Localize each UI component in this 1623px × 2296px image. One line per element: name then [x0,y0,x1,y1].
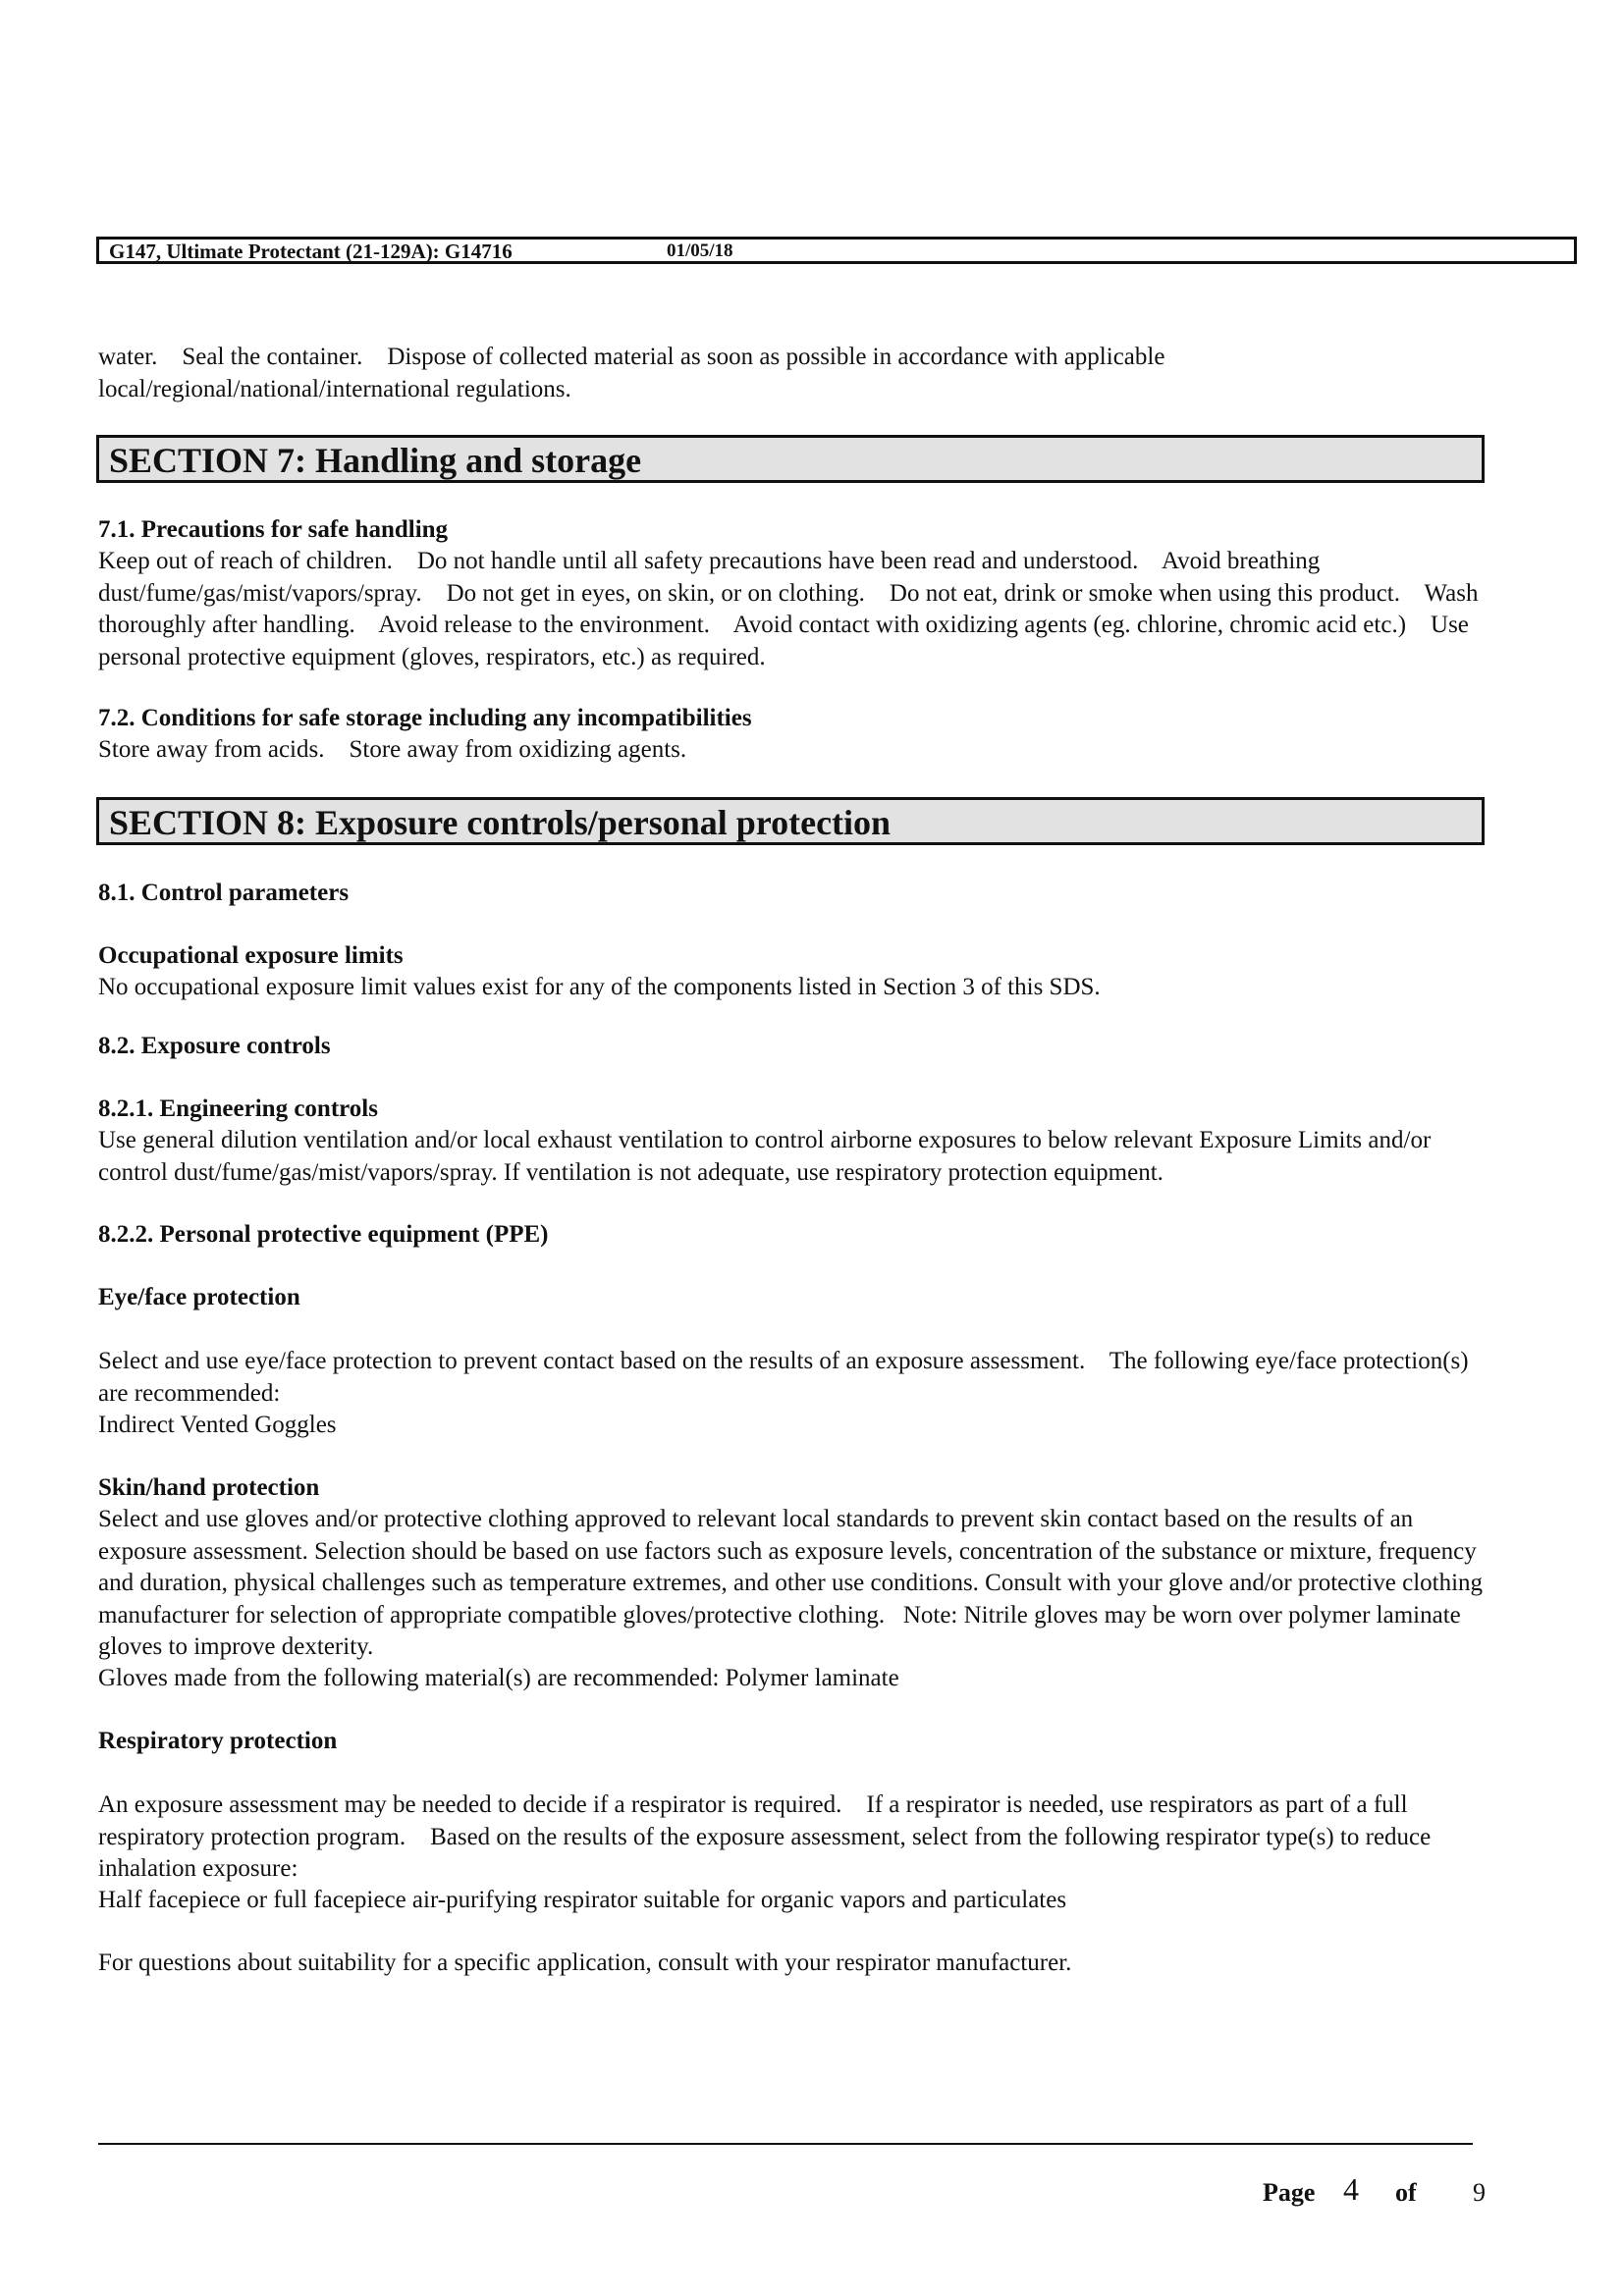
heading-8-2-1: 8.2.1. Engineering controls [98,1095,378,1122]
heading-8-1: 8.1. Control parameters [98,880,350,906]
paragraph-7-2: Store away from acids. Store away from oxidizing agents. [98,736,687,763]
section-7-banner [96,435,1485,483]
continuation-paragraph: water. Seal the container. Dispose of collected material as soon as possible in accordance with applicable local/regional/national/international regulations. [98,344,1165,402]
heading-occupational-exposure-limits: Occupational exposure limits [98,942,404,969]
section-7-title: SECTION 7: Handling and storage [109,441,642,480]
heading-7-2: 7.2. Conditions for safe storage including any incompatibilities [98,705,752,731]
respirator-item: Half facepiece or full facepiece air-purifying respirator suitable for organic vapors and particulates [98,1887,1067,1913]
document-header [96,237,1577,264]
paragraph-occupational-exposure-limits: No occupational exposure limit values exist for any of the components listed in Section 3 of this SDS. [98,974,1101,1000]
page-number: 4 [1343,2171,1359,2207]
paragraph-8-2-1: Use general dilution ventilation and/or local exhaust ventilation to control airborne exposures to below relevant Exposure Limits and/or control dust/fume/gas/mist/vapors/spray. If ventilation is not adequate, use respiratory protection equipment. [98,1127,1432,1186]
glove-materials: Gloves made from the following material(s) are recommended: Polymer laminate [98,1665,899,1691]
heading-8-2-2: 8.2.2. Personal protective equipment (PPE) [98,1221,549,1248]
page-label: Page [1263,2178,1316,2207]
heading-eye-face-protection: Eye/face protection [98,1284,300,1310]
section-8-banner [96,797,1485,845]
paragraph-7-1: Keep out of reach of children. Do not handle until all safety precautions have been read and understood. Avoid breathing dust/fume/gas/mist/vapors/spray. Do not get in eyes, on skin, or on clothing. Do not eat, drink or smoke when using this product. Wash thoroughly after handling. Avoid release to the environment. Avoid contact with oxidizing agents (eg. chlorine, chromic acid etc.) Use personal protective equipment (gloves, respirators, etc.) as required. [98,548,1479,670]
heading-8-2: 8.2. Exposure controls [98,1033,331,1059]
respirator-note: For questions about suitability for a specific application, consult with your respirator manufacturer. [98,1949,1072,1976]
of-label: of [1395,2178,1417,2207]
paragraph-skin-hand-protection: Select and use gloves and/or protective clothing approved to relevant local standards to prevent skin contact based on the results of an exposure assessment. Selection should be based on use factors such as exposure levels, concentration of the substance or mixture, frequency and duration, physical challenges such as temperature extremes, and other use conditions. Consult with your glove and/or protective clothing manufacturer for selection of appropriate compatible gloves/protective clothing. Note: Nitrile gloves may be worn over polymer laminate gloves to improve dexterity. [98,1506,1484,1660]
heading-7-1: 7.1. Precautions for safe handling [98,516,449,543]
revision-date: 01/05/18 [667,240,733,261]
total-pages: 9 [1473,2178,1486,2207]
paragraph-respiratory-protection: An exposure assessment may be needed to decide if a respirator is required. If a respirator is needed, use respirators as part of a full respiratory protection program. Based on the results of the exposure assessment, select from the following respirator type(s) to reduce inhalation exposure: [98,1791,1432,1882]
heading-respiratory-protection: Respiratory protection [98,1728,338,1754]
eye-protection-item: Indirect Vented Goggles [98,1412,337,1438]
section-8-title: SECTION 8: Exposure controls/personal protection [109,803,892,842]
product-identifier: G147, Ultimate Protectant (21-129A): G14716 [109,240,513,263]
footer-divider [98,2143,1473,2145]
paragraph-eye-face-protection: Select and use eye/face protection to prevent contact based on the results of an exposure assessment. The following eye/face protection(s) are recommended: [98,1348,1469,1407]
heading-skin-hand-protection: Skin/hand protection [98,1474,320,1501]
